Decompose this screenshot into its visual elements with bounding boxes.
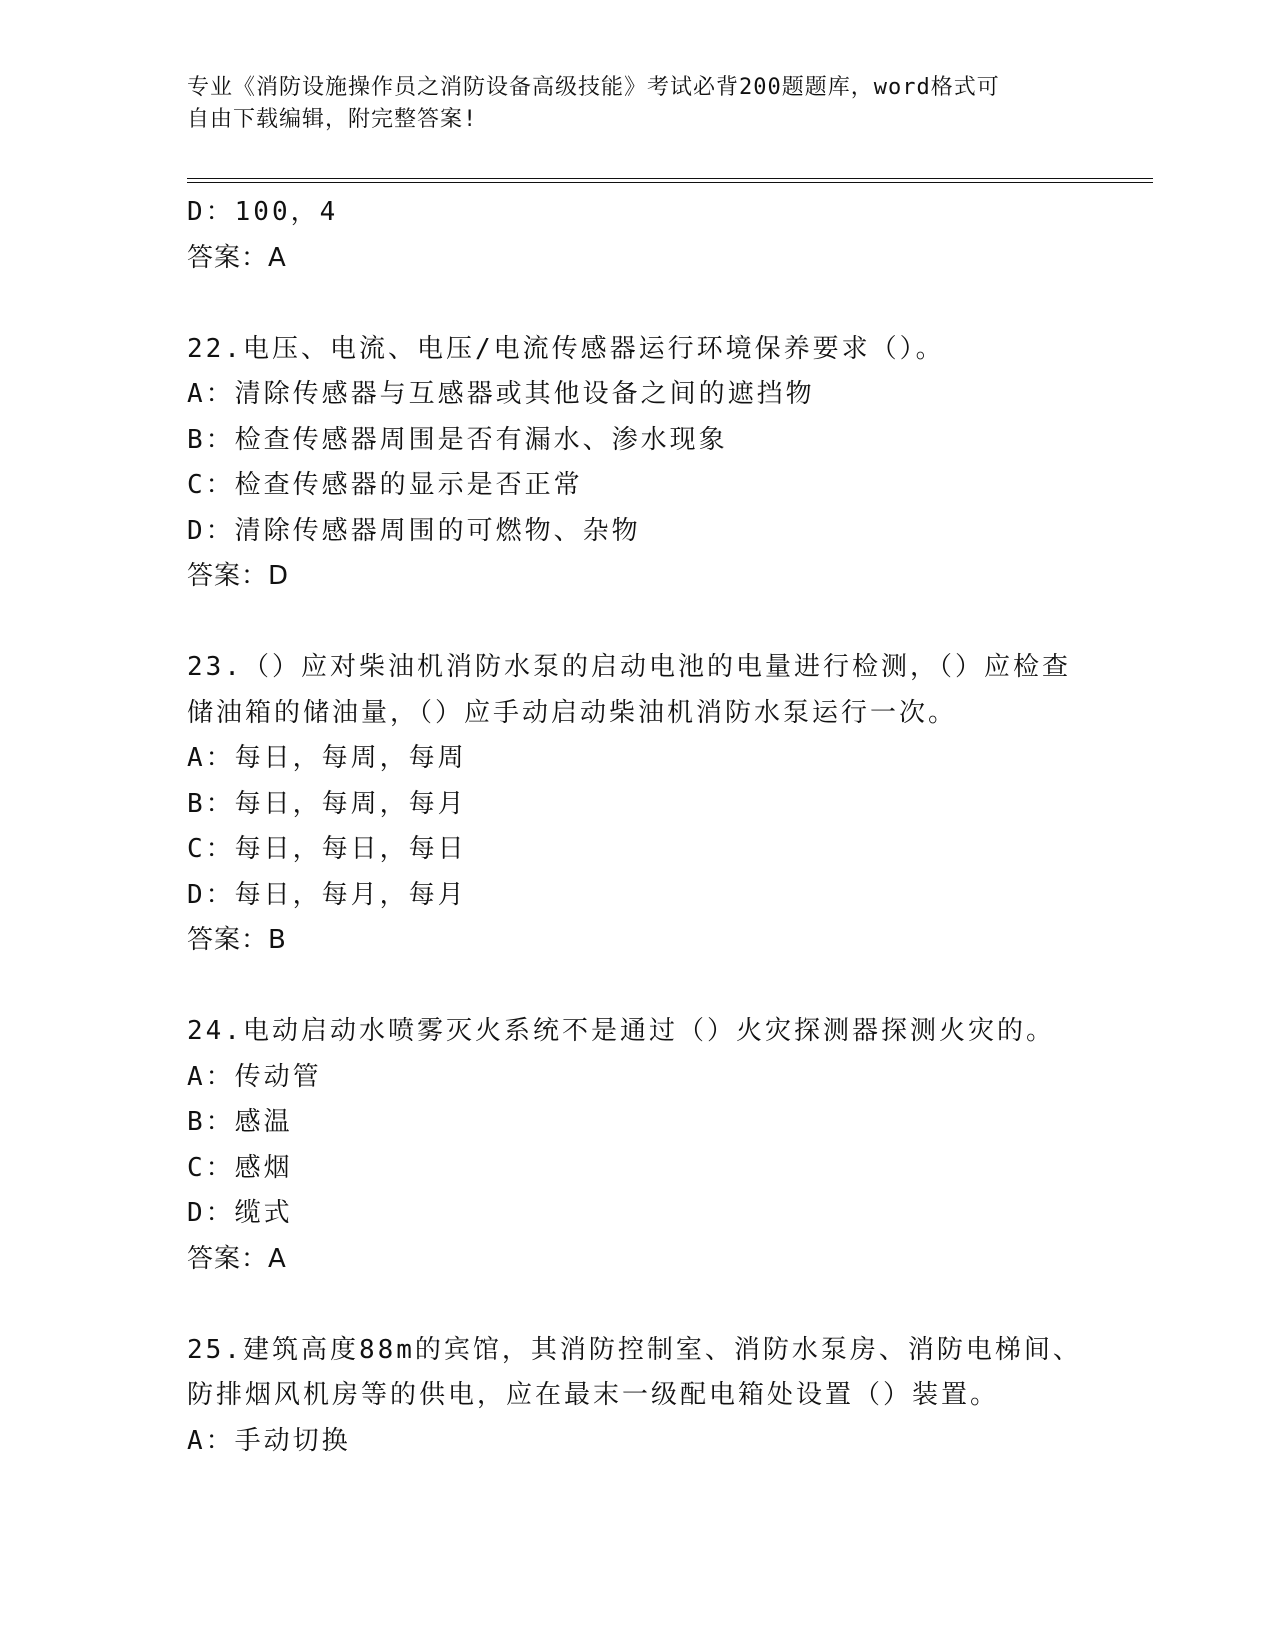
- option-d: D：清除传感器周围的可燃物、杂物: [187, 515, 641, 546]
- option-b: B：感温: [187, 1107, 293, 1137]
- spacer: [187, 964, 1087, 1010]
- option-b: B：检查传感器周围是否有漏水、渗水现象: [187, 424, 728, 455]
- answer-line: 答案：B: [187, 925, 287, 955]
- question-block: [187, 1328, 1087, 1465]
- spacer: [187, 600, 1087, 646]
- answer-line: 答案：D: [187, 561, 290, 591]
- option-c: C：每日，每日，每日: [187, 834, 467, 864]
- header-line-2: 自由下载编辑，附完整答案!: [187, 107, 478, 132]
- question-stem: 23.（）应对柴油机消防水泵的启动电池的电量进行检测，（）应检查: [187, 652, 1071, 682]
- answer-line: 答案：A: [187, 1243, 287, 1274]
- spacer: [187, 281, 1087, 327]
- page-header: [187, 72, 1067, 136]
- header-rule-top: [187, 178, 1153, 179]
- question-stem-continued: 防排烟风机房等的供电，应在最末一级配电箱处设置（）装置。: [187, 1380, 1000, 1410]
- option-d: D：缆式: [187, 1198, 293, 1228]
- option-c: C：检查传感器的显示是否正常: [187, 470, 583, 500]
- header-rule-bottom: [187, 182, 1153, 183]
- option-a: A：手动切换: [187, 1425, 351, 1456]
- question-block: [187, 1009, 1087, 1282]
- spacer: [187, 1282, 1087, 1328]
- option-a: A：传动管: [187, 1061, 322, 1092]
- question-list: [187, 190, 1087, 1464]
- question-stem-continued: 储油箱的储油量，（）应手动启动柴油机消防水泵运行一次。: [187, 697, 958, 728]
- answer-line: 答案：A: [187, 242, 287, 273]
- option-c: C：感烟: [187, 1152, 293, 1183]
- option-a: A：每日，每周，每周: [187, 743, 467, 773]
- question-stem: 22.电压、电流、电压/电流传感器运行环境保养要求（）。: [187, 333, 945, 364]
- option-d: D：每日，每月，每月: [187, 879, 467, 910]
- question-block: [187, 645, 1087, 964]
- question-stem: 24.电动启动水喷雾灭火系统不是通过（）火灾探测器探测火灾的。: [187, 1016, 1055, 1046]
- question-block: [187, 327, 1087, 600]
- option-d: D：100，4: [187, 197, 339, 227]
- header-line-1: 专业《消防设施操作员之消防设备高级技能》考试必背200题题库，word格式可: [187, 75, 1000, 100]
- option-b: B：每日，每周，每月: [187, 788, 467, 819]
- question-stem: 25.建筑高度88m的宾馆，其消防控制室、消防水泵房、消防电梯间、: [187, 1334, 1082, 1365]
- option-a: A：清除传感器与互感器或其他设备之间的遮挡物: [187, 379, 815, 409]
